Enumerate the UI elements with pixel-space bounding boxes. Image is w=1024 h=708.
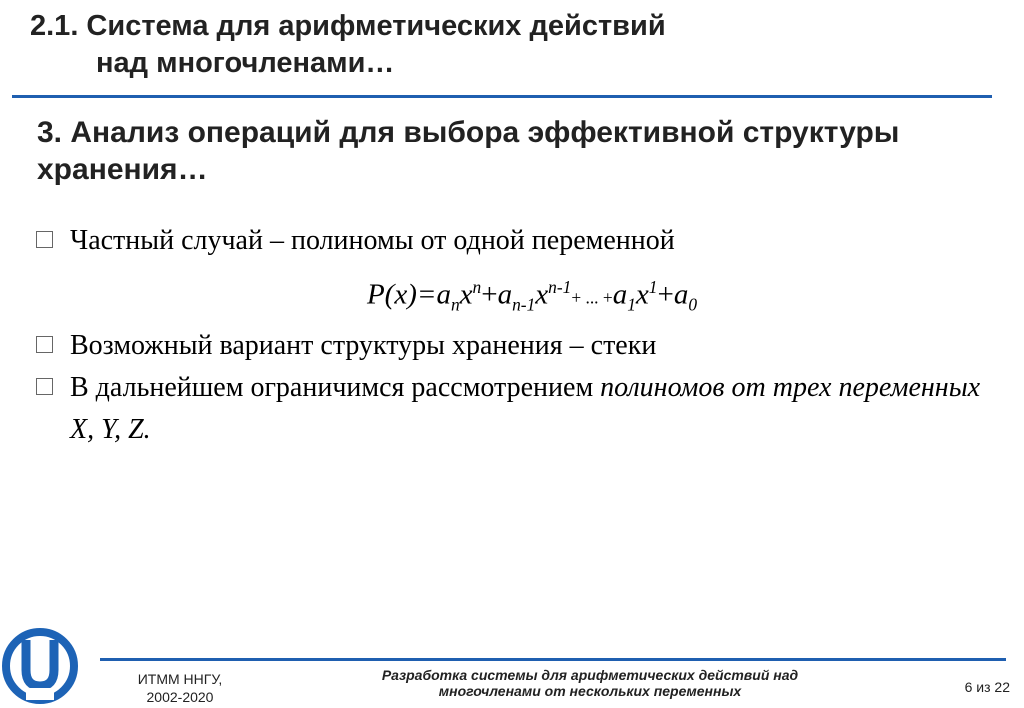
section-subtitle: 3. Анализ операций для выбора эффективной структуры хранения… [37,116,900,186]
formula-coef-n-1: a [497,278,513,311]
formula-sup-n: n [472,277,482,297]
footer-institution [110,670,250,706]
bullet-text: Частный случай – полиномы от одной переменной [70,225,675,256]
formula-coef-n: a [436,278,451,311]
bullet-item [36,325,996,367]
formula-sup-n-1: n-1 [548,277,572,297]
formula-sub-0: 0 [688,294,698,315]
bullet-box-icon [36,231,53,248]
bullet-text-italic: полиномов от трех переменных X, Y, Z. [70,372,981,446]
formula-sup-1: 1 [648,277,658,297]
formula-coef-1: a [612,278,628,311]
footer-divider [100,658,1006,661]
title-line-1: 2.1. Система для арифметических действий [30,10,666,42]
page-number: 6 из 22 [964,679,1010,695]
slide-title [30,8,990,82]
title-line-2: над многочленами… [96,47,395,79]
formula-sub-n: n [450,294,460,315]
formula-plus: + [657,278,674,311]
formula-var: x [635,278,649,311]
formula-sub-n-1: n-1 [512,294,536,315]
footer-course-line-1: Разработка системы для арифметических действий над [381,667,799,683]
formula-var: x [459,278,473,311]
formula-lhs: P(x)= [366,278,437,311]
bullet-text: В дальнейшем ограничимся рассмотрением [70,372,601,404]
footer-years: 2002-2020 [146,689,214,705]
bullet-item [36,220,996,262]
polynomial-formula [68,262,996,329]
university-logo-icon [2,628,78,704]
bullet-item [36,367,996,451]
footer-institution-name: ИТММ ННГУ, [137,671,223,687]
footer-course-title [320,667,860,699]
bullet-box-icon [36,378,53,395]
formula-coef-0: a [673,278,689,311]
formula-ellipsis: + ... + [571,287,613,308]
header-divider [12,95,992,98]
bullet-list [36,220,996,451]
formula-sub-1: 1 [627,294,636,315]
formula-var: x [535,278,549,311]
bullet-box-icon [36,336,53,353]
footer-course-line-2: многочленами от нескольких переменных [438,683,742,699]
formula-plus: + [481,278,498,311]
bullet-text: Возможный вариант структуры хранения – стеки [70,330,657,362]
